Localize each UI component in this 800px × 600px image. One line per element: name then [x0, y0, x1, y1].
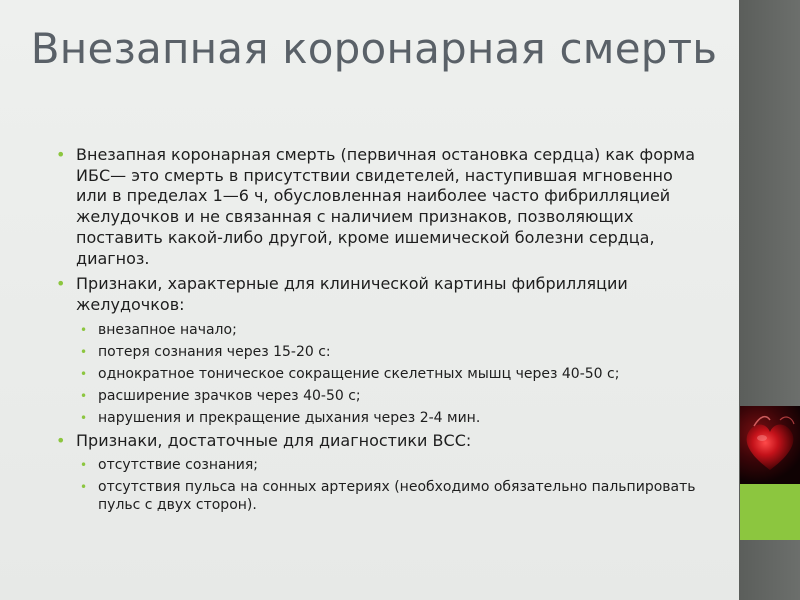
sub-bullet-text: нарушения и прекращение дыхания через 2-4 мин. [98, 409, 481, 426]
sub-bullet-text: отсутствия пульса на сонных артериях (необходимо обязательно пальпировать пульс с двух сторон). [98, 479, 696, 514]
sub-bullet-icon: • [80, 344, 88, 359]
sub-bullet-icon: • [80, 388, 88, 403]
scd-signs-sublist [56, 456, 706, 514]
sub-bullet-icon: • [80, 458, 88, 473]
bullet-item-definition [56, 145, 706, 269]
bullet-icon: • [56, 430, 66, 450]
vf-signs-sublist [56, 321, 706, 427]
sub-bullet-text: потеря сознания через 15-20 с: [98, 343, 331, 360]
sub-bullet-icon: • [80, 410, 88, 425]
bullet-icon: • [56, 145, 66, 164]
sub-bullet-icon: • [80, 322, 88, 337]
sub-bullet-text: отсутствие сознания; [98, 457, 258, 474]
bullet-icon: • [56, 274, 66, 294]
sub-bullet-item [56, 321, 706, 339]
sub-bullet-text: расширение зрачков через 40-50 с; [98, 387, 361, 404]
bullet-item-scd-signs [56, 431, 706, 452]
slide-title: Внезапная коронарная смерть [30, 24, 718, 73]
sub-bullet-item [56, 478, 706, 514]
sub-bullet-item [56, 456, 706, 474]
sub-bullet-text: внезапное начало; [98, 321, 237, 338]
bullet-text: Признаки, достаточные для диагностики ВСС: [76, 430, 472, 450]
sub-bullet-icon: • [80, 366, 88, 381]
heart-image [740, 406, 800, 484]
heart-icon [740, 406, 800, 484]
bullet-item-vf-signs [56, 274, 706, 315]
sub-bullet-item [56, 365, 706, 383]
bullet-text: Внезапная коронарная смерть (первичная остановка сердца) как форма ИБС— это смерть в присутствии свидетелей, наступившая мгновенно или в пределах 1—6 ч, обусловленная наиболее часто фибрилляцией желудочков и не связанная с наличием признаков, позволяющих поставить какой-либо другой, кроме ишемической болезни сердца, диагноз. [76, 145, 696, 268]
bullet-text: Признаки, характерные для клинической картины фибрилляции желудочков: [76, 274, 628, 314]
sub-bullet-item [56, 343, 706, 361]
sub-bullet-item [56, 409, 706, 427]
sub-bullet-item [56, 387, 706, 405]
accent-block [740, 484, 800, 540]
sub-bullet-text: однократное тоническое сокращение скелетных мышц через 40-50 с; [98, 365, 620, 382]
slide-content [56, 145, 706, 518]
sub-bullet-icon: • [80, 480, 88, 495]
